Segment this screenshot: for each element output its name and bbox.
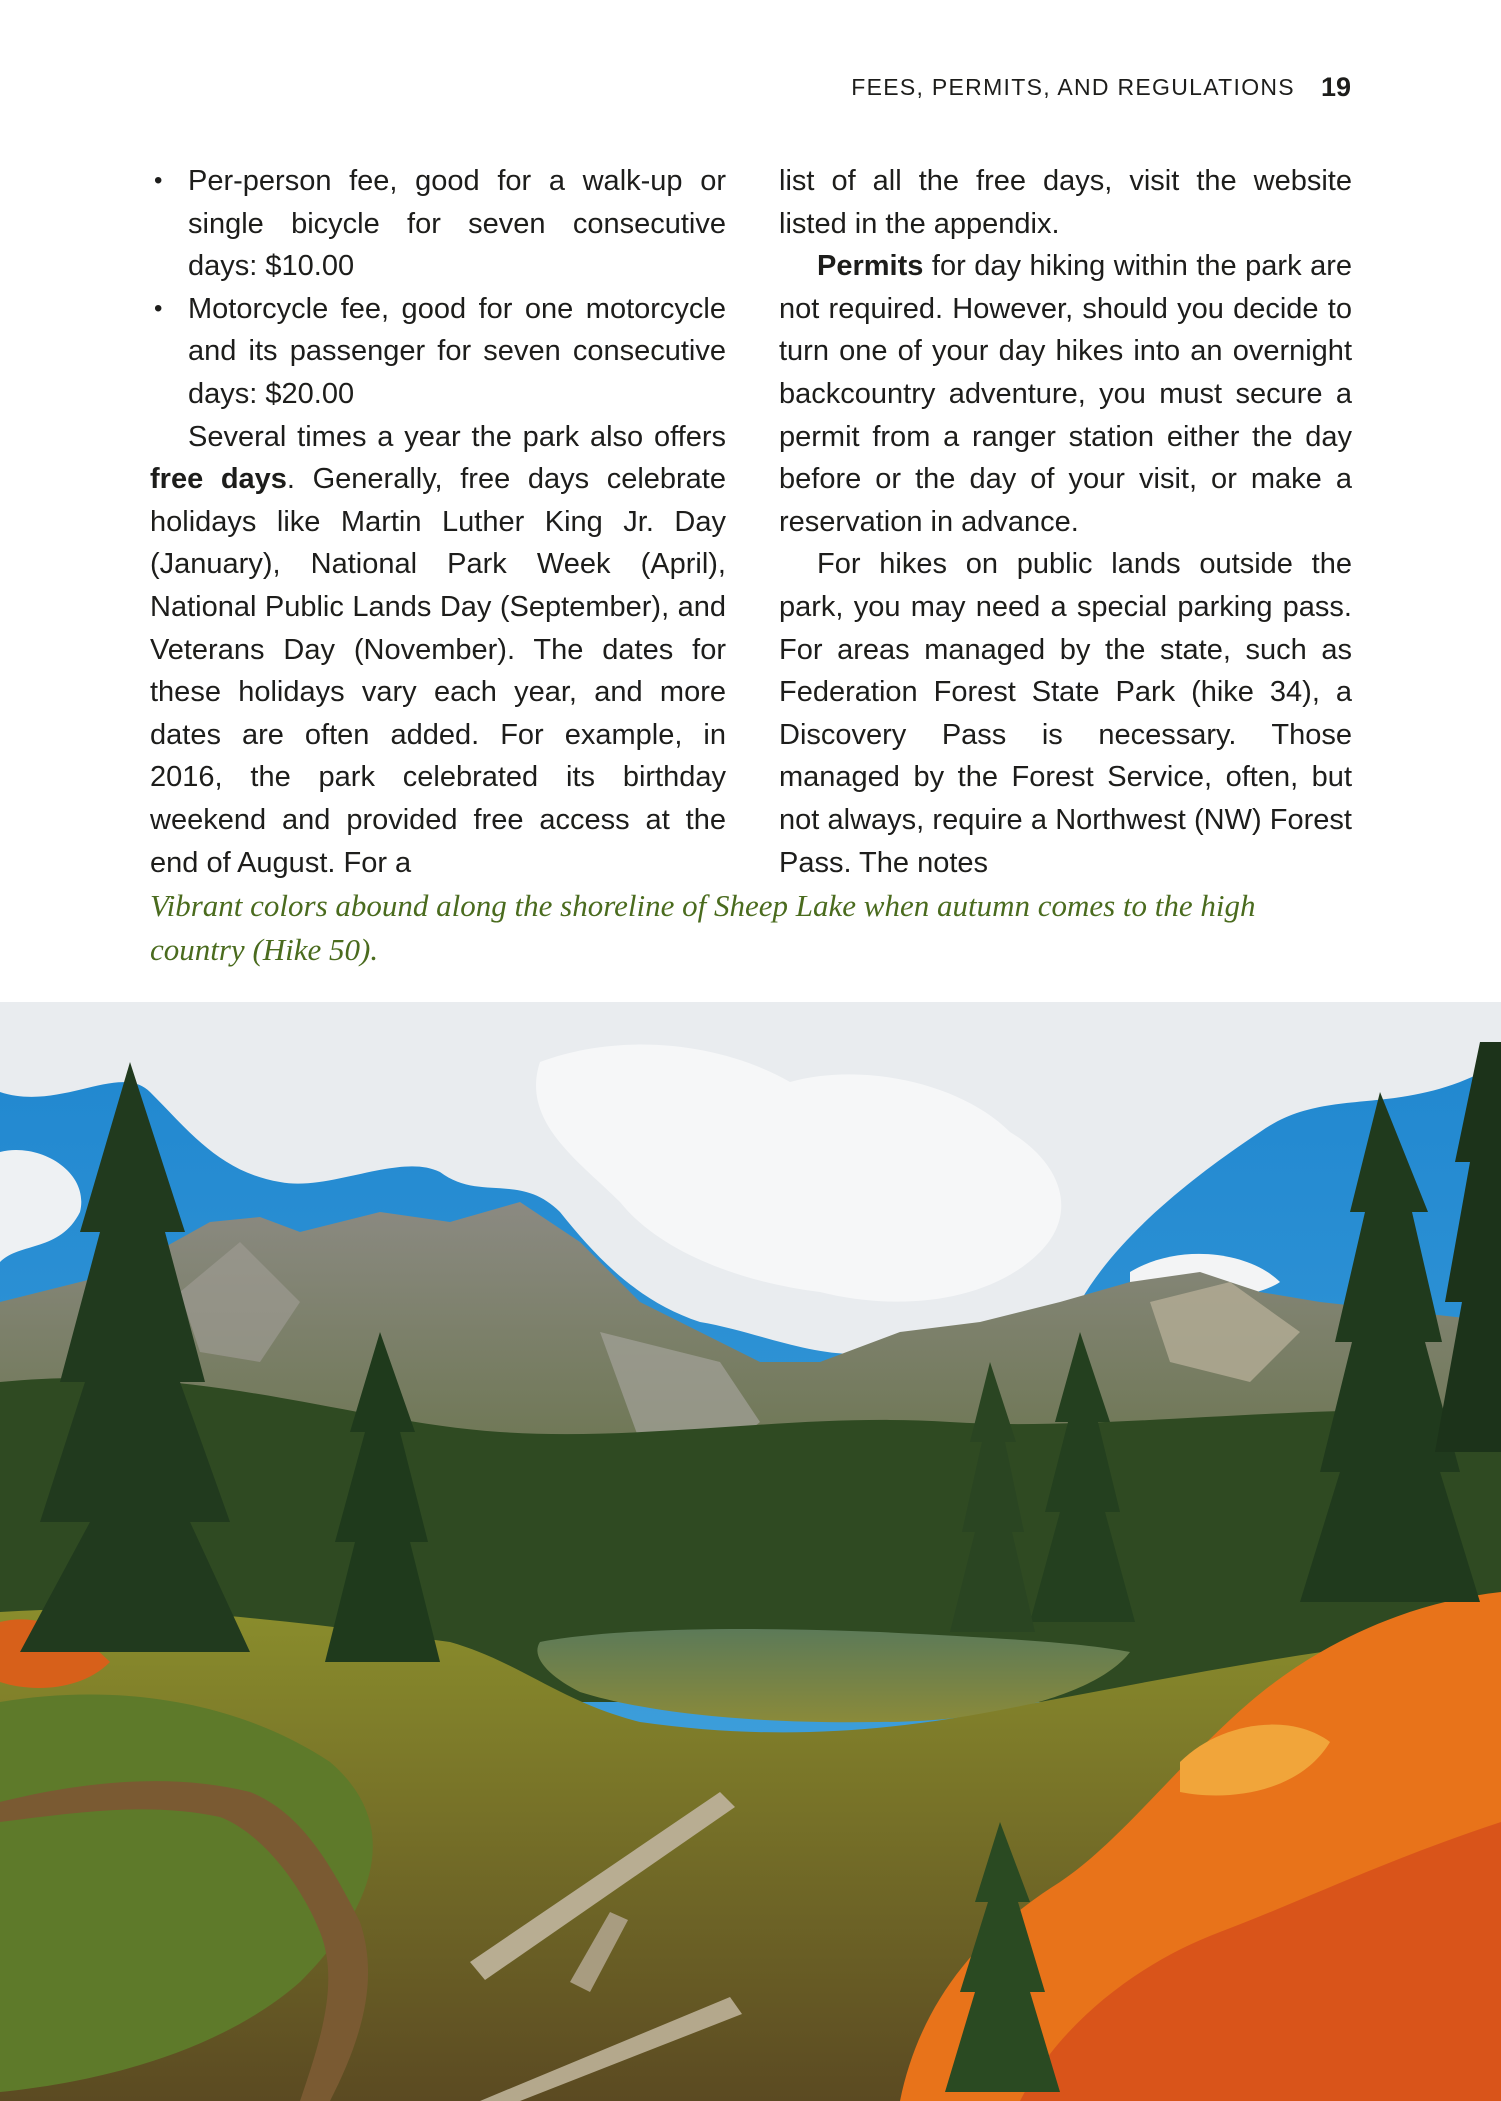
permits-term: Permits	[817, 250, 924, 283]
continuation-paragraph: list of all the free days, visit the website listed in the appendix.	[779, 165, 1352, 240]
free-days-term: free days	[150, 463, 287, 496]
list-item: • Per-person fee, good for a walk-up or single bicycle for seven consecutive days: $10.00	[150, 160, 726, 288]
left-column	[150, 160, 726, 884]
list-item: • Motorcycle fee, good for one motorcycle and its passenger for seven consecutive days: $20.00	[150, 288, 726, 416]
right-column	[779, 160, 1352, 884]
fee-list	[150, 160, 726, 416]
public-lands-paragraph: For hikes on public lands outside the park, you may need a special parking pass. For areas managed by the state, such as Federation Forest State Park (hike 34), a Discovery Pass is necessary. Those managed by the Forest Service, often, but not always, require a Northwest (NW) Forest Pass. The notes	[779, 548, 1352, 879]
bullet-icon: •	[154, 294, 163, 322]
permits-paragraph: Permits for day hiking within the park are not required. However, should you decide to turn one of your day hikes into an overnight backcountry adventure, you must secure a permit from a ranger station either the day before or the day of your visit, or make a reservation in advance.	[779, 250, 1352, 538]
photo-caption: Vibrant colors abound along the shoreline of Sheep Lake when autumn comes to the high country (Hike 50).	[150, 888, 1256, 967]
page-number: 19	[1320, 71, 1351, 102]
sheep-lake-photo	[0, 1002, 1501, 2101]
free-days-paragraph: Several times a year the park also offers free days. Generally, free days celebrate holidays like Martin Luther King Jr. Day (January), National Park Week (April), National Public Lands Day (September), and Veterans Day (November). The dates for these holidays vary each year, and more dates are often added. For example, in 2016, the park celebrated its birthday weekend and provided free access at the end of August. For a	[150, 420, 726, 879]
section-title: FEES, PERMITS, AND REGULATIONS	[851, 73, 1295, 100]
bullet-icon: •	[154, 167, 163, 194]
running-header	[851, 70, 1351, 104]
